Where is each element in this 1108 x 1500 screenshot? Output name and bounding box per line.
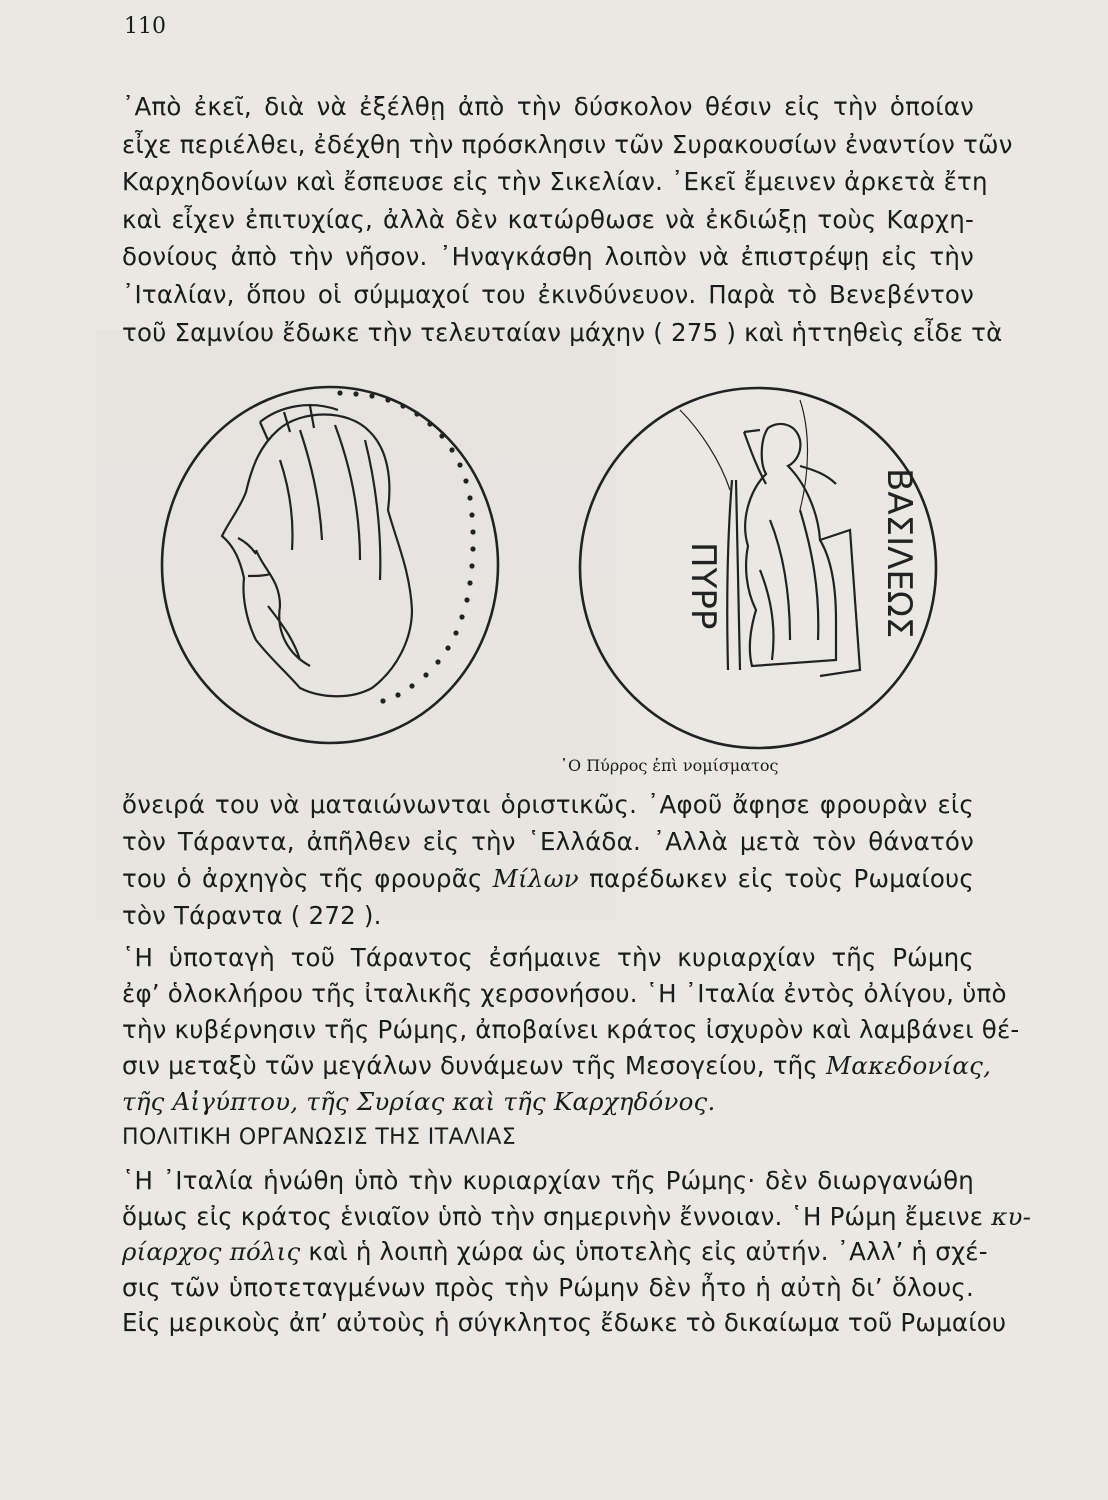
pyrrhus-coin-illustration <box>160 370 940 760</box>
text-run: παρέδωκεν εἰς τοὺς Ρωμαίους <box>589 864 974 893</box>
text-line <box>122 860 974 897</box>
text-line: εἶχε περιέλθει, ἐδέχθη τὴν πρόσκλησιν τῶν Συρακουσίων ἐναντίον τῶν <box>122 129 1013 159</box>
coin-legend-left: ΠΥΡΡ <box>683 542 723 630</box>
paragraph-tarentum <box>122 786 974 934</box>
emphasis-macedonia: Μακεδονίας, <box>825 1051 992 1080</box>
paragraph-italy-organization <box>122 1163 1032 1341</box>
text-line: σις τῶν ὑποτεταγμένων πρὸς τὴν Ρώμην δὲν ἦτο ἡ αὐτὴ δι’ ὅλους. <box>122 1272 974 1302</box>
text-line <box>122 1084 974 1120</box>
text-run: του ὁ ἀρχηγὸς τῆς φρουρᾶς <box>122 864 483 893</box>
text-line: δονίους ἀπὸ τὴν νῆσον. ᾿Ηναγκάσθη λοιπὸν νὰ ἐπιστρέψῃ εἰς τὴν <box>122 242 974 272</box>
emphasis-polis: ρίαρχος πόλις <box>122 1237 301 1267</box>
coin-obverse <box>162 387 498 743</box>
paragraph-pyrrhus-sicily <box>122 88 1013 351</box>
text-run: ὅμως εἰς κράτος ἑνιαῖον ὑπὸ τὴν σημερινὴν ἔννοιαν. ῾Η Ρώμη ἔμεινε <box>122 1201 984 1231</box>
text-line <box>122 1048 992 1084</box>
emphasis-name-milon: Μίλων <box>492 864 579 893</box>
text-line: ᾿Απὸ ἐκεῖ, διὰ νὰ ἐξέλθῃ ἀπὸ τὴν δύσκολον θέσιν εἰς τὴν ὁποίαν <box>122 92 974 121</box>
text-line: ἐφ’ ὁλοκλήρου τῆς ἰταλικῆς χερσονήσου. ῾Η ᾿Ιταλία ἐντὸς ὀλίγου, ὑπὸ <box>122 979 1007 1008</box>
text-line: τὴν κυβέρνησιν τῆς Ρώμης, ἀποβαίνει κράτος ἰσχυρὸν καὶ λαμβάνει θέ- <box>122 1015 1020 1044</box>
coin-reverse <box>580 388 936 748</box>
text-line: Εἰς μερικοὺς ἀπ’ αὐτοὺς ἡ σύγκλητος ἔδωκε τὸ δικαίωμα τοῦ Ρωμαίου <box>122 1308 1007 1338</box>
text-line: ῾Η ὑποταγὴ τοῦ Τάραντος ἐσήμαινε τὴν κυριαρχίαν τῆς Ρώμης <box>122 943 974 972</box>
text-line: ῾Η ᾿Ιταλία ἡνώθη ὑπὸ τὴν κυριαρχίαν τῆς Ρώμης· δὲν διωργανώθη <box>122 1166 974 1195</box>
text-line <box>122 1199 1032 1235</box>
text-run: καὶ ἡ λοιπὴ χώρα ὡς ὑποτελὴς εἰς αὐτήν. ᾿Αλλ’ ἡ σχέ- <box>308 1237 988 1267</box>
emphasis-states: τῆς Αἰγύπτου, τῆς Συρίας καὶ τῆς Καρχηδόνος. <box>122 1087 716 1116</box>
text-line: τὸν Τάραντα, ἀπῆλθεν εἰς τὴν ῾Ελλάδα. ᾿Αλλὰ μετὰ τὸν θάνατόν <box>122 827 974 856</box>
paragraph-rome-power <box>122 940 1020 1120</box>
text-line <box>122 1234 988 1270</box>
section-heading: ΠΟΛΙΤΙΚΗ ΟΡΓΑΝΩΣΙΣ ΤΗΣ ΙΤΑΛΙΑΣ <box>122 1125 517 1150</box>
coin-legend-right: ΒΑΣΙΛΕΩΣ <box>879 468 919 639</box>
emphasis-kyriarchos: κυ- <box>991 1201 1032 1231</box>
text-line: καὶ εἶχεν ἐπιτυχίας, ἀλλὰ δὲν κατώρθωσε νὰ ἐκδιώξῃ τοὺς Καρχη- <box>122 204 974 234</box>
page-number: 110 <box>124 14 166 39</box>
text-line: ᾿Ιταλίαν, ὅπου οἱ σύμμαχοί του ἐκινδύνευον. Παρὰ τὸ Βενεβέντον <box>122 279 974 309</box>
text-run: σιν μεταξὺ τῶν μεγάλων δυνάμεων τῆς Μεσογείου, τῆς <box>122 1051 818 1080</box>
text-line: τὸν Τάραντα ( 272 ). <box>122 901 382 930</box>
text-line: τοῦ Σαμνίου ἔδωκε τὴν τελευταίαν μάχην ( 275 ) καὶ ἡττηθεὶς εἶδε τὰ <box>122 317 1003 347</box>
text-line: Καρχηδονίων καὶ ἔσπευσε εἰς τὴν Σικελίαν. ᾿Εκεῖ ἔμεινεν ἀρκετὰ ἔτη <box>122 167 988 197</box>
figure-caption: ῾Ο Πύρρος ἐπὶ νομίσματος <box>560 756 779 775</box>
text-line: ὄνειρά του νὰ ματαιώνωνται ὁριστικῶς. ᾿Αφοῦ ἄφησε φρουρὰν εἰς <box>122 790 974 819</box>
